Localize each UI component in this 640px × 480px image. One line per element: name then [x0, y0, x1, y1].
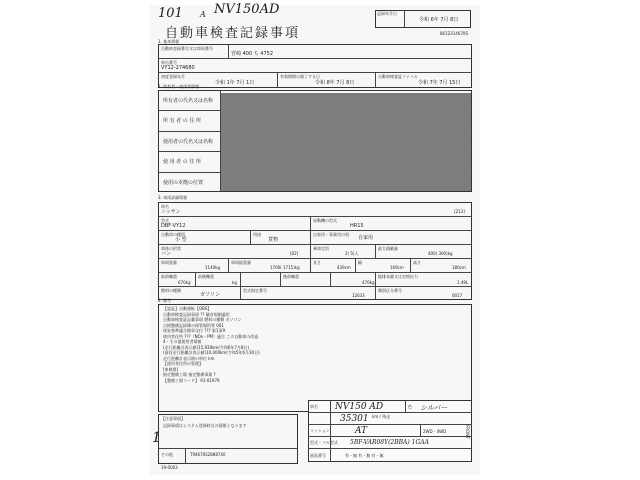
user-name-label: 使用者の氏名又は名称 [163, 139, 214, 145]
slip-car-value: NV150 AD [335, 402, 384, 412]
vin-label: 車台番号 [161, 60, 177, 65]
purpose-label: 自家用・事業用の別 [313, 232, 349, 237]
issue-date-value: 令和 6年 7月 8日 [419, 17, 459, 23]
model-label: 型式 [161, 218, 169, 223]
redacted-owner-info [221, 93, 471, 191]
remarks-line: 【認証】自動運転【OBS】 [163, 306, 212, 311]
body-label: 車体の形状 [161, 246, 181, 251]
fuel-label: 燃料の種類 [161, 288, 181, 293]
notice-label: 【注意事項】 [161, 416, 185, 421]
category-label: 類別区分番号 [378, 288, 402, 293]
use-label: 用途 [253, 232, 261, 237]
record-value: 令和 7年 7月 15日 [418, 80, 461, 86]
weight-label: 車両重量 [161, 260, 177, 265]
remarks-line: (前回走行距離計表示値)10,000km(令和5年6月30日) [163, 350, 260, 355]
valid-value: 令和 8年 7月 8日 [315, 80, 355, 86]
slip-mission-value: AT [355, 426, 368, 436]
front-front-axle-value: 670kg [178, 280, 191, 285]
max-load-value: 400( 300)kg [428, 251, 453, 256]
slip-km-label: km / 残走 [372, 414, 391, 419]
model-type-value: 12633 [352, 293, 365, 298]
handwritten-letter: A [200, 10, 206, 19]
remarks-line: (走行距離計表示値)15,930km(令和6年7月8日) [163, 344, 250, 350]
purpose-value: 自家用 [358, 235, 374, 241]
displacement-value: 1.49L [457, 280, 469, 285]
remarks-line: 指定整備工場 指定整備事業 ? [163, 372, 216, 377]
slip-parts-label: 部品番号 [310, 453, 326, 458]
kind-label: 自動車の種別 [161, 232, 185, 237]
height-value: 180cm [452, 265, 466, 270]
remarks-line: 保安基準適合標章交付 ??? 第1条9 [163, 328, 226, 333]
max-load-label: 最大積載量 [378, 246, 398, 251]
code-value: T94670S2888740 [190, 452, 226, 457]
front-front-axle-label: 前前軸重 [161, 274, 177, 279]
slip-color-label: 色 [408, 404, 412, 409]
owner-address-label: 所 有 者 の 住 所 [163, 118, 201, 124]
remarks-line: 自動車検査記録事項 ?? 騒音規制適用 [163, 311, 230, 317]
owner-name-label: 所有者の氏名又は名称 [163, 98, 214, 104]
model-type-label: 型式指定番号 [243, 288, 267, 293]
valid-label: 有効期間の満了する日 [280, 74, 320, 79]
remarks-line: [車検場] [163, 366, 179, 372]
body-code: [02] [290, 251, 299, 256]
document-title: 自動車検査記録事項 [165, 26, 301, 41]
remarks-line: 【使用者住所の管理】 [163, 361, 203, 366]
plate-label: 自動車登録番号又は車両番号 [161, 46, 213, 51]
length-label: 長さ [313, 260, 321, 265]
slip-mission-label: ミッション [310, 428, 330, 433]
user-address-label: 使 用 者 の 住 所 [163, 159, 201, 165]
record-label: 自動車検査証ファイル [378, 74, 418, 79]
slip-model-value: 5BF-VAR08Y(2BBA) 1GAA [350, 439, 429, 446]
section1-heading: 1. 基本情報 [158, 39, 180, 44]
section4-heading: 4. 備考 [158, 298, 172, 303]
maker-value: ニッサン [161, 209, 181, 215]
code-label: その他 [161, 452, 173, 457]
plate-value: 宮崎 400 ち 4752 [231, 51, 274, 57]
fuel-value: ガソリン [200, 292, 221, 298]
remarks-line: 【整備工場コード】 91-01979 [163, 377, 220, 383]
category-value: 0017 [452, 293, 463, 298]
slip-km-value: 35301 [340, 414, 369, 424]
section2-heading: 2. 所有者・使用者情報 [158, 84, 200, 89]
slip-drive-value: 2WD・4WD [423, 429, 447, 434]
slip-side-text: FRONT [465, 425, 470, 439]
length-value: 439cm [337, 265, 351, 270]
remarks-line: 4・その他使用者情報 [163, 339, 202, 344]
first-reg-value: 令和 1年 7月 1日 [215, 80, 255, 86]
handwritten-model: NV150AD [214, 2, 280, 17]
body-value: バン [161, 251, 172, 257]
front-rear-axle-label: 前後軸重 [198, 274, 214, 279]
handwritten-number: 101 [158, 6, 183, 21]
capacity-label: 乗車定員 [313, 246, 329, 251]
vehicle-slip [308, 400, 472, 462]
first-reg-label: 初度登録年月 [161, 74, 185, 79]
slip-parts-value: 有・無 有・無 有・無 [345, 453, 384, 458]
maker-code: [213] [454, 209, 465, 214]
handwritten-side-note: 1 [152, 430, 161, 446]
height-label: 高さ [413, 260, 421, 265]
remarks-line: 点検整備記録簿の保管場所等 001 [163, 322, 224, 328]
vin-value: VY12-274680 [161, 65, 195, 71]
kind-value: 小 型 [175, 237, 187, 243]
use-value: 貨物 [268, 237, 279, 243]
issue-date-label: 記録年月日 [377, 11, 397, 16]
engine-label: 原動機の型式 [313, 218, 337, 223]
model-value: DBF-VY12 [161, 223, 186, 229]
capacity-value: 2( 5)人 [345, 251, 359, 256]
weight-value: 1140kg [205, 265, 221, 270]
engine-value: HR15 [350, 223, 364, 229]
remarks-list [163, 306, 260, 383]
gross-weight-label: 車両総重量 [231, 260, 251, 265]
notice-text: 記録事項はシステム登録時点の情報となります [163, 423, 247, 428]
notice-box [158, 414, 298, 464]
section3-heading: 3. 車両詳細情報 [158, 195, 188, 200]
page-number: 19-0003 [161, 465, 178, 470]
rear-front-axle-label: 後前軸重 [283, 274, 299, 279]
gross-weight-value: 1700( 1715)kg [270, 265, 300, 270]
base-location-label: 使用の本拠の位置 [163, 180, 204, 186]
rear-front-axle-value: 470kg [362, 280, 375, 285]
front-rear-axle-value: kg [232, 280, 237, 285]
slip-color-value: シルバー [420, 404, 448, 412]
slip-car-label: 車名 [310, 404, 318, 409]
remarks-line: 使用者住所 ???（NOx・PM）適合 この自動車の改造 [163, 333, 259, 339]
remarks-line: 自動車検査証記載事項 燃料の種類 ガソリン [163, 317, 242, 322]
document-number: 8612314670S [440, 31, 468, 36]
slip-model-label: 型式・フル型式 [310, 440, 338, 445]
width-value: 169cm [390, 265, 404, 270]
displacement-label: 総排気量又は定格出力 [378, 274, 418, 279]
width-label: 幅 [358, 260, 362, 265]
maker-label: 車名 [161, 204, 169, 209]
remarks-line: 走行距離計表示値の単位 km [163, 355, 215, 361]
